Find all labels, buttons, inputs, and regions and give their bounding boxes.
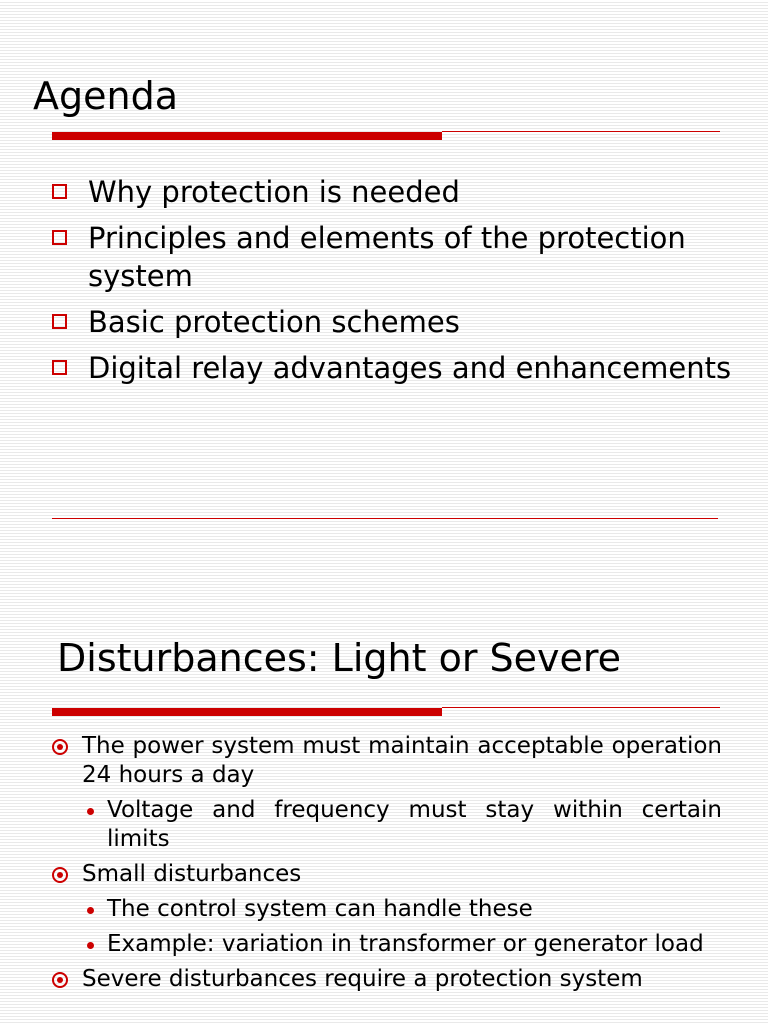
circle-bullet-icon — [52, 739, 68, 755]
agenda-item — [50, 303, 740, 341]
slide-separator — [52, 518, 718, 519]
bullet-level-2 — [50, 895, 722, 924]
square-bullet-icon — [52, 360, 67, 375]
bullet-text: Severe disturbances require a protection system — [82, 966, 643, 992]
square-bullet-icon — [52, 314, 67, 329]
bullet-level-2 — [50, 930, 722, 959]
dot-bullet-icon — [87, 942, 94, 949]
circle-bullet-icon — [52, 972, 68, 988]
bullet-text: The control system can handle these — [107, 896, 533, 922]
bullet-text: Voltage and frequency must stay within certain limits — [107, 797, 722, 852]
bullet-level-2 — [50, 796, 722, 854]
agenda-item-text: Why protection is needed — [88, 175, 460, 209]
agenda-item-text: Principles and elements of the protection system — [88, 221, 686, 293]
title-underline-thin — [442, 707, 720, 708]
dot-bullet-icon — [87, 907, 94, 914]
bullet-text: Example: variation in transformer or generator load — [107, 931, 704, 957]
circle-bullet-icon — [52, 867, 68, 883]
slide-title-agenda: Agenda — [33, 74, 178, 118]
dot-bullet-icon — [87, 808, 94, 815]
agenda-item-text: Basic protection schemes — [88, 305, 460, 339]
square-bullet-icon — [52, 230, 67, 245]
title-underline-thin — [442, 131, 720, 132]
agenda-list — [50, 173, 740, 395]
bullet-level-1 — [50, 965, 722, 994]
title-underline-thick — [52, 132, 442, 140]
disturbance-bullet-list — [50, 732, 722, 1000]
bullet-text: Small disturbances — [82, 861, 302, 887]
bullet-level-1 — [50, 732, 722, 790]
agenda-item — [50, 349, 740, 387]
bullet-level-1 — [50, 860, 722, 889]
square-bullet-icon — [52, 184, 67, 199]
title-underline-thick — [52, 708, 442, 716]
slide-title-disturbances: Disturbances: Light or Severe — [57, 636, 622, 680]
agenda-item — [50, 219, 740, 295]
agenda-item — [50, 173, 740, 211]
agenda-item-text: Digital relay advantages and enhancements — [88, 351, 732, 385]
bullet-text: The power system must maintain acceptable operation 24 hours a day — [82, 733, 722, 788]
